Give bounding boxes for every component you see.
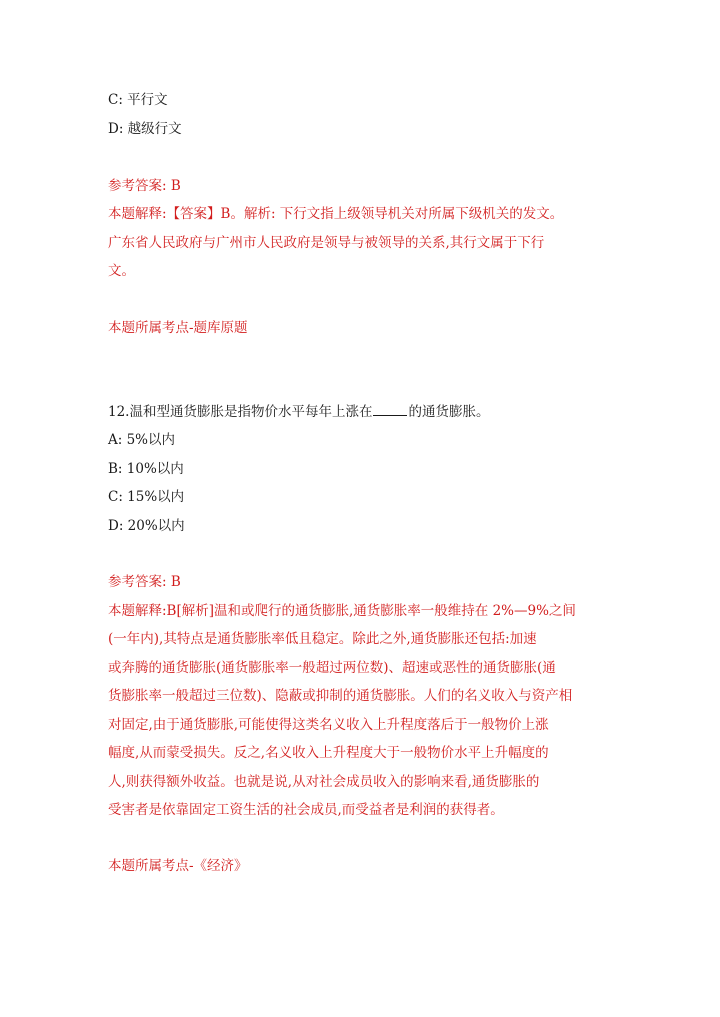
explanation-line: 本题解释:【答案】B。解析: 下行文指上级领导机关对所属下级机关的发文。 <box>108 206 564 222</box>
topic-label: 本题所属考点-题库原题 <box>108 320 248 336</box>
explanation-line: 人,则获得额外收益。也就是说,从对社会成员收入的影响来看,通货膨胀的 <box>108 774 540 790</box>
explanation-line: 受害者是依靠固定工资生活的社会成员,而受益者是利润的获得者。 <box>108 802 504 818</box>
option-d: D: 20%以内 <box>108 518 185 534</box>
option-c: C: 15%以内 <box>108 489 185 505</box>
explanation-line: 货膨胀率一般超过三位数)、隐蔽或抑制的通货膨胀。人们的名义收入与资产相 <box>108 688 573 704</box>
explanation-line: (一年内),其特点是通货膨胀率低且稳定。除此之外,通货膨胀还包括:加速 <box>108 631 537 647</box>
explanation-line: 本题解释:B[解析]温和或爬行的通货膨胀,通货膨胀率一般维持在 2%—9%之间 <box>108 603 576 619</box>
option-a: A: 5%以内 <box>108 432 176 448</box>
explanation-line: 文。 <box>108 263 135 279</box>
option-d: D: 越级行文 <box>108 121 182 137</box>
explanation-line: 广东省人民政府与广州市人民政府是领导与被领导的关系,其行文属于下行 <box>108 235 545 251</box>
answer-blank <box>373 403 407 416</box>
question-stem-start: 12.温和型通货膨胀是指物价水平每年上涨在 <box>108 404 373 420</box>
topic-label: 本题所属考点-《经济》 <box>108 858 248 874</box>
explanation-line: 幅度,从而蒙受损失。反之,名义收入上升程度大于一般物价水平上升幅度的 <box>108 745 549 761</box>
answer-label: 参考答案: B <box>108 574 181 590</box>
answer-label: 参考答案: B <box>108 178 181 194</box>
option-b: B: 10%以内 <box>108 461 184 477</box>
option-c: C: 平行文 <box>108 92 168 108</box>
explanation-line: 或奔腾的通货膨胀(通货膨胀率一般超过两位数)、超速或恶性的通货膨胀(通 <box>108 660 556 676</box>
explanation-line: 对固定,由于通货膨胀,可能使得这类名义收入上升程度落后于一般物价上涨 <box>108 717 549 733</box>
question-stem <box>108 402 489 422</box>
question-stem-end: 的通货膨胀。 <box>408 404 490 420</box>
